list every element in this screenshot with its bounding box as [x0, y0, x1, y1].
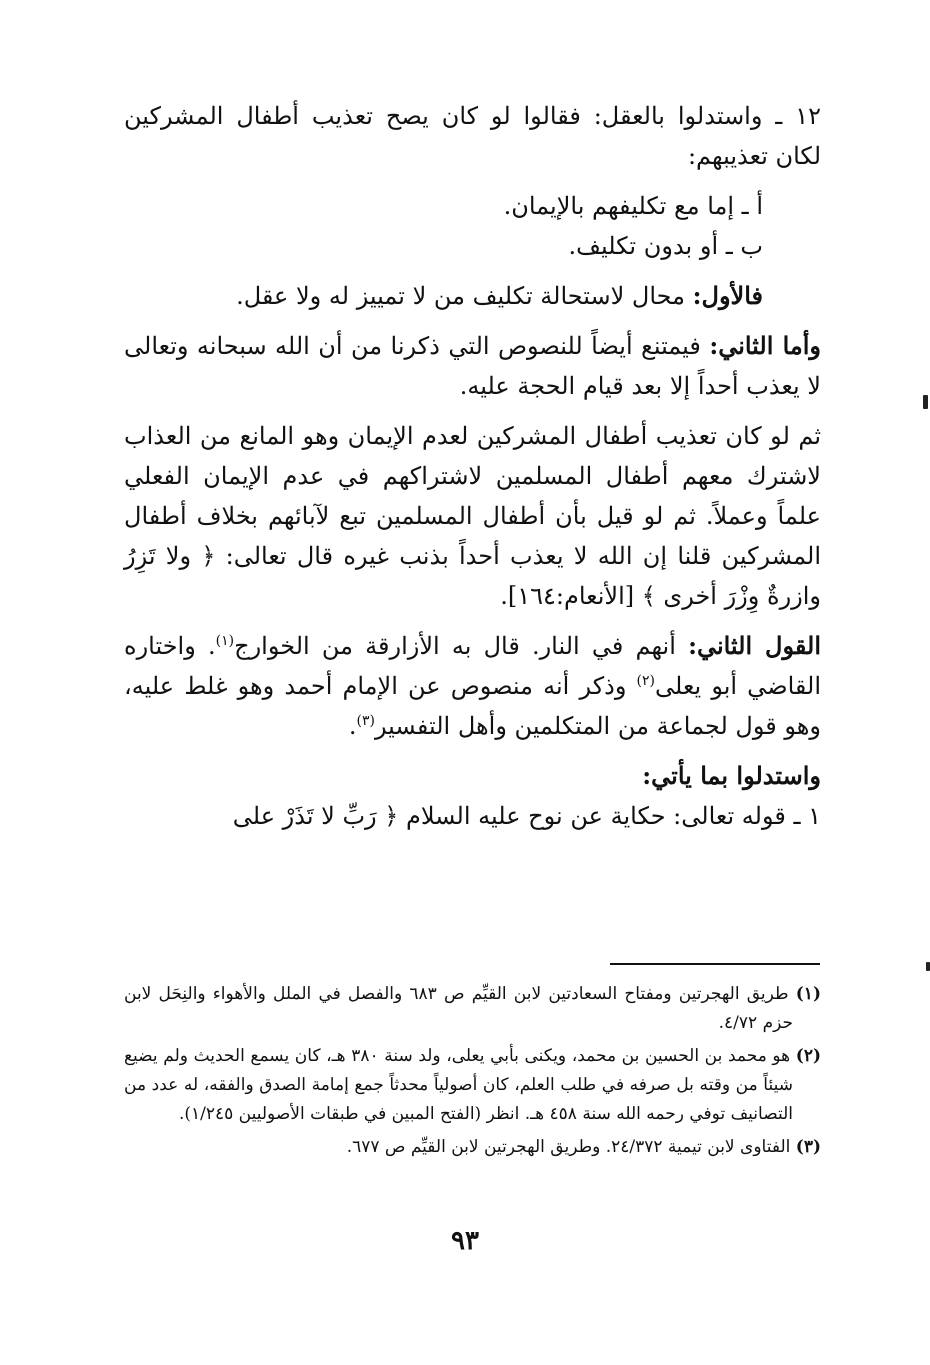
paragraph-text: ١٢ ـ واستدلوا بالعقل: فقالوا لو كان يصح تعذيب أطفال المشركين لكان تعذيبهم: [124, 102, 821, 170]
footnote-divider [610, 963, 820, 965]
scan-speck [926, 962, 930, 971]
footnotes [124, 980, 821, 1166]
paragraph-lead: فالأول: [692, 281, 763, 310]
paragraph-text: . [348, 712, 357, 740]
footnote [124, 1133, 821, 1162]
paragraph [124, 626, 821, 746]
paragraph-text: أنهم في النار. قال به الأزارقة من الخوارج [234, 632, 689, 660]
page-number: ٩٣ [451, 1226, 479, 1256]
scan-speck [923, 395, 928, 409]
paragraph [124, 416, 821, 616]
footnote-number: (١) [795, 984, 821, 1004]
footnote-ref: (٣) [356, 713, 375, 729]
paragraph-text: ١ ـ قوله تعالى: حكاية عن نوح عليه السلام ﴿ رَبِّ لا تَذَرْ على [232, 802, 821, 830]
footnote-number: (٢) [795, 1046, 822, 1066]
footnote-text: الفتاوى لابن تيمية ٢٤/٣٧٢. وطريق الهجرتين لابن القيِّم ص ٦٧٧. [346, 1137, 791, 1157]
paragraph [124, 276, 821, 316]
paragraph [124, 326, 821, 406]
paragraph-text: محال لاستحالة تكليف من لا تمييز له ولا عقل. [236, 282, 693, 310]
paragraph-lead: وأما الثاني: [709, 331, 821, 360]
paragraph-text: . واختاره القاضي أبو يعلى [124, 632, 822, 700]
footnote-number: (٣) [795, 1137, 821, 1157]
paragraph-text: ب ـ أو بدون تكليف. [568, 232, 763, 260]
paragraph [124, 796, 821, 836]
footnote [124, 980, 821, 1038]
footnote-ref: (١) [215, 633, 235, 649]
footnote [124, 1042, 821, 1129]
paragraph-text: وذكر أنه منصوص عن الإمام أحمد وهو غلط عليه، وهو قول لجماعة من المتكلمين وأهل التفسير [124, 672, 821, 740]
footnote-ref: (٢) [636, 673, 655, 689]
paragraph [124, 96, 821, 176]
footnote-text: طريق الهجرتين ومفتاح السعادتين لابن القيِّم ص ٦٨٣ والفصل في الملل والأهواء والنِحَل لابن حزم ٤/٧٢. [124, 984, 793, 1033]
footnote-text: هو محمد بن الحسين بن محمد، ويكنى بأبي يعلى، ولد سنة ٣٨٠ هـ، كان يسمع الحديث ولم يضيع شيئاً من وقته بل صرفه في طلب العلم، كان أصولياً محدثاً جمع إمامة الصدق والفقه، له عدد من التصانيف توفي رحمه الله سنة ٤٥٨ هـ. انظر (الفتح المبين في طبقات الأصوليين ١/٢٤٥). [124, 1046, 793, 1124]
paragraph-lead: واستدلوا بما يأتي: [642, 761, 821, 790]
main-text [124, 96, 821, 846]
paragraph-lead: القول الثاني: [688, 631, 822, 660]
paragraph-text: ثم لو كان تعذيب أطفال المشركين لعدم الإيمان وهو المانع من العذاب لاشترك معهم أطفال المسلمين لاشتراكهم في عدم الإيمان الفعلي علماً وعملاً. ثم لو قيل بأن أطفال المسلمين تبع لآبائهم بخلاف أطفال المشركين قلنا إن الله لا يعذب أحداً بذنب غيره قال تعالى: ﴿ ولا تَزِرُ وازرةٌ وِزْرَ أخرى ﴾ [الأنعام:١٦٤]. [124, 422, 822, 610]
paragraph-text: فيمتنع أيضاً للنصوص التي ذكرنا من أن الله سبحانه وتعالى لا يعذب أحداً إلا بعد قيام الحجة عليه. [124, 332, 821, 400]
section-heading [124, 756, 821, 796]
option-b [124, 226, 821, 266]
option-a [124, 186, 821, 226]
paragraph-text: أ ـ إما مع تكليفهم بالإيمان. [503, 192, 763, 220]
